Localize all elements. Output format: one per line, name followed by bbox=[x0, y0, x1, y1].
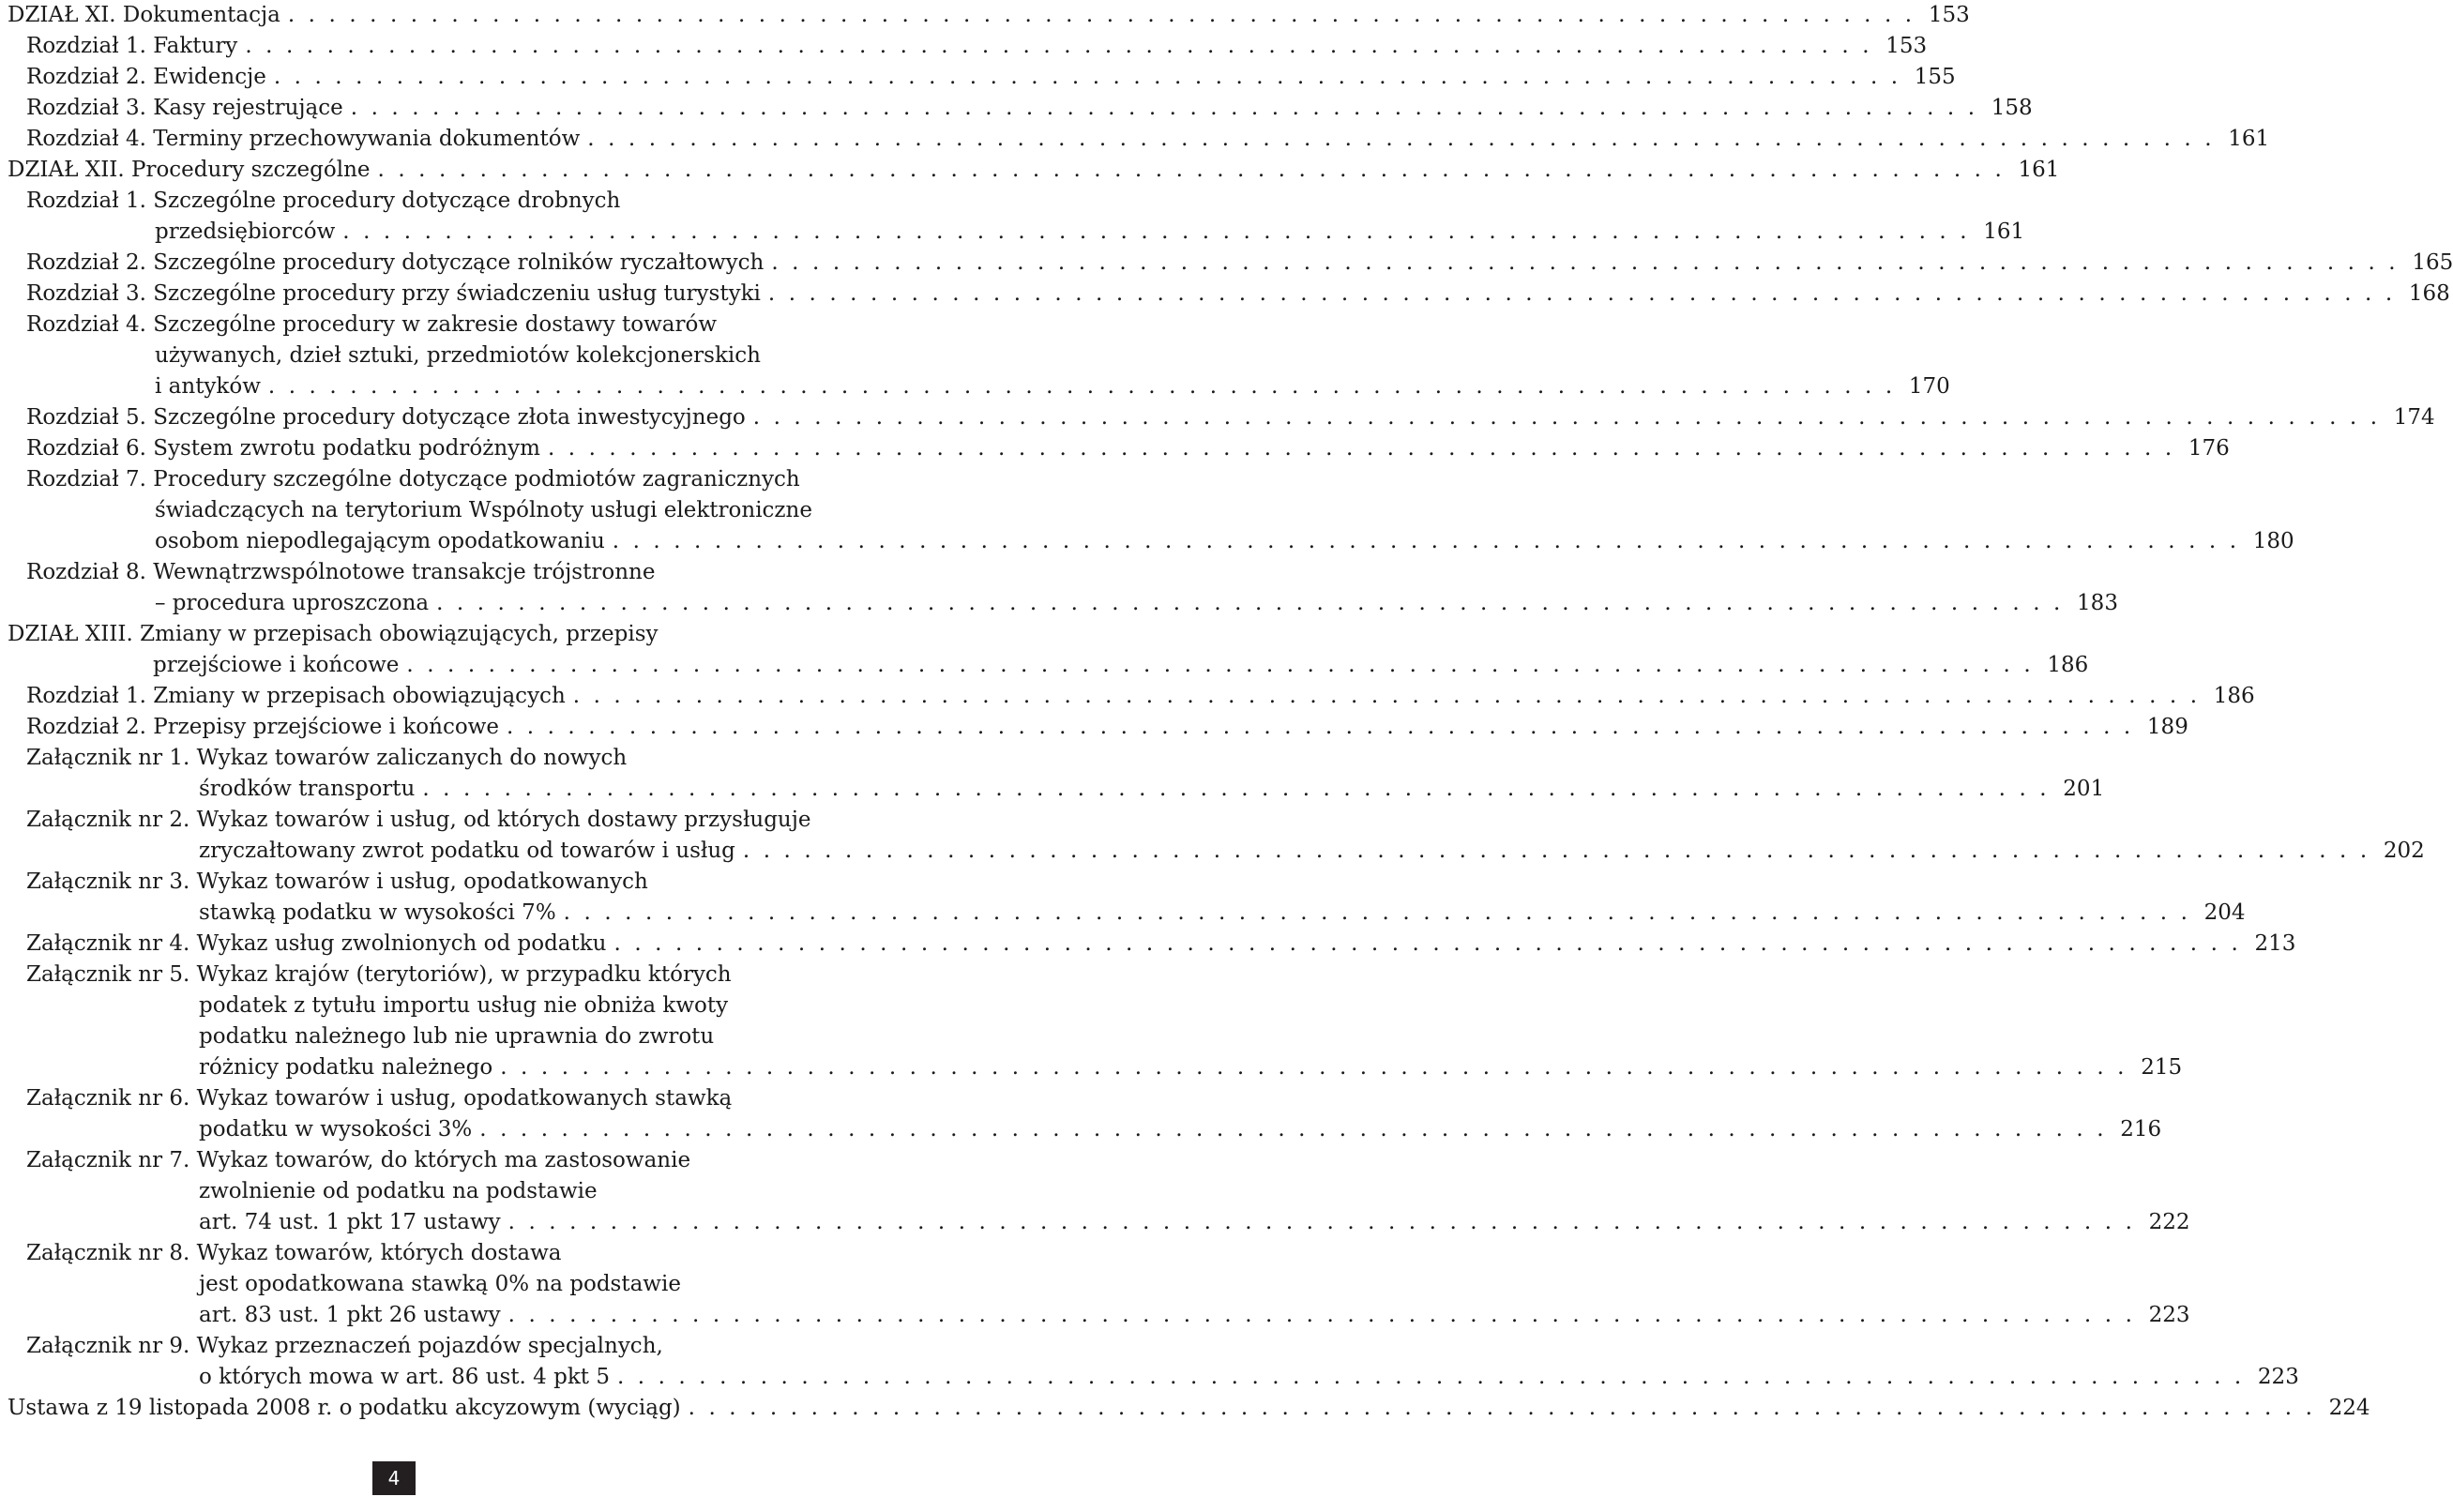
toc-entry-last-line bbox=[8, 1393, 2370, 1424]
toc-entry-title: Rozdział 6. System zwrotu podatku podróżnym bbox=[26, 436, 540, 461]
toc-entry bbox=[0, 1393, 2370, 1424]
toc-entry-page: 155 bbox=[1914, 65, 1956, 89]
toc-entry-title: Rozdział 7. Procedury szczególne dotyczące podmiotów zagranicznych bbox=[26, 467, 800, 491]
toc-entry bbox=[0, 557, 2118, 619]
toc-entry-title: Rozdział 8. Wewnątrzwspólnotowe transakcje trójstronne bbox=[26, 560, 656, 584]
toc-entry-title: Rozdział 2. Szczególne procedury dotyczące rolników ryczałtowych bbox=[26, 250, 765, 275]
toc-entry-title: Załącznik nr 2. Wykaz towarów i usług, od których dostawy przysługuje bbox=[26, 808, 811, 832]
toc-entry-title: zwolnienie od podatku na podstawie bbox=[199, 1179, 598, 1203]
toc-entry-page: 174 bbox=[2393, 405, 2435, 430]
toc-entry-title: art. 74 ust. 1 pkt 17 ustawy bbox=[199, 1210, 501, 1234]
toc-entry-page: 168 bbox=[2408, 281, 2450, 306]
dot-leader: . . . . . . . . . . . . . . . . . . . . . . . . . . . . . . . . . . . . . . . . . . . . . . . . . . . . . . . . . . . . . . . . . . . . . . . . . . . . . . . . bbox=[267, 374, 1896, 399]
toc-entry bbox=[0, 186, 2025, 248]
toc-entry-title: Załącznik nr 3. Wykaz towarów i usług, opodatkowanych bbox=[26, 869, 648, 894]
toc-entry-last-line bbox=[26, 1052, 2183, 1083]
toc-entry-last-line bbox=[8, 650, 2089, 681]
dot-leader: . . . . . . . . . . . . . . . . . . . . . . . . . . . . . . . . . . . . . . . . . . . . . . . . . . . . . . . . . . . . . . . . . . . . . . . . . . . . . . . . bbox=[500, 1055, 2128, 1080]
dot-leader: . . . . . . . . . . . . . . . . . . . . . . . . . . . . . . . . . . . . . . . . . . . . . . . . . . . . . . . . . . . . . . . . . . . . . . . . . . . . . . . . bbox=[406, 653, 2035, 677]
toc-entry-title: Rozdział 1. Faktury bbox=[26, 34, 238, 58]
dot-leader: . . . . . . . . . . . . . . . . . . . . . . . . . . . . . . . . . . . . . . . . . . . . . . . . . . . . . . . . . . . . . . . . . . . . . . . . . . . . . . . . bbox=[507, 1210, 2136, 1234]
toc-entry-title: Rozdział 5. Szczególne procedury dotyczące złota inwestycyjnego bbox=[26, 405, 746, 430]
toc-entry-last-line bbox=[26, 124, 2270, 155]
toc-entry-title: Rozdział 3. Kasy rejestrujące bbox=[26, 96, 343, 120]
dot-leader: . . . . . . . . . . . . . . . . . . . . . . . . . . . . . . . . . . . . . . . . . . . . . . . . . . . . . . . . . . . . . . . . . . . . . . . . . . . . . . . . bbox=[342, 219, 1971, 244]
toc-entry bbox=[0, 743, 2105, 805]
toc-entry-page: 213 bbox=[2254, 931, 2296, 956]
dot-leader: . . . . . . . . . . . . . . . . . . . . . . . . . . . . . . . . . . . . . . . . . . . . . . . . . . . . . . . . . . . . . . . . . . . . . . . . . . . . . . . . bbox=[507, 1303, 2136, 1327]
toc-entry-page: 223 bbox=[2257, 1365, 2299, 1389]
toc-entry-page: 180 bbox=[2252, 529, 2294, 553]
toc-entry bbox=[0, 960, 2183, 1083]
toc-entry-last-line bbox=[26, 217, 2025, 248]
dot-leader: . . . . . . . . . . . . . . . . . . . . . . . . . . . . . . . . . . . . . . . . . . . . . . . . . . . . . . . . . . . . . . . . . . . . . . . . . . . . . . . . bbox=[547, 436, 2175, 461]
toc-entry-title: DZIAŁ XI. Dokumentacja bbox=[8, 3, 280, 27]
toc-entry-last-line bbox=[26, 588, 2118, 619]
toc-entry-title: – procedura uproszczona bbox=[155, 591, 430, 615]
toc-entry-page: 153 bbox=[1928, 3, 1970, 27]
toc-entry-last-line bbox=[26, 371, 1950, 402]
toc-entry-last-line bbox=[26, 774, 2105, 805]
dot-leader: . . . . . . . . . . . . . . . . . . . . . . . . . . . . . . . . . . . . . . . . . . . . . . . . . . . . . . . . . . . . . . . . . . . . . . . . . . . . . . . . bbox=[506, 715, 2134, 739]
toc-entry-last-line bbox=[26, 248, 2453, 279]
dot-leader: . . . . . . . . . . . . . . . . . . . . . . . . . . . . . . . . . . . . . . . . . . . . . . . . . . . . . . . . . . . . . . . . . . . . . . . . . . . . . . . . bbox=[572, 684, 2201, 708]
toc-entry bbox=[0, 681, 2255, 712]
toc-entry-title: przejściowe i końcowe bbox=[153, 653, 400, 677]
toc-entry bbox=[0, 1331, 2299, 1393]
toc-entry-title: o których mowa w art. 86 ust. 4 pkt 5 bbox=[199, 1365, 610, 1389]
toc-entry-last-line bbox=[26, 898, 2246, 929]
toc-entry-title: Rozdział 2. Ewidencje bbox=[26, 65, 266, 89]
toc-entry-title: Załącznik nr 9. Wykaz przeznaczeń pojazdów specjalnych, bbox=[26, 1334, 663, 1358]
toc-entry-page: 223 bbox=[2148, 1303, 2190, 1327]
toc-entry-title: Załącznik nr 7. Wykaz towarów, do których ma zastosowanie bbox=[26, 1148, 691, 1172]
toc-entry-page: 224 bbox=[2328, 1396, 2370, 1420]
toc-entry-last-line bbox=[26, 1300, 2190, 1331]
toc-entry-last-line bbox=[26, 1114, 2162, 1145]
toc-entry-last-line bbox=[26, 929, 2296, 960]
dot-leader: . . . . . . . . . . . . . . . . . . . . . . . . . . . . . . . . . . . . . . . . . . . . . . . . . . . . . . . . . . . . . . . . . . . . . . . . . . . . . . . . bbox=[287, 3, 1915, 27]
toc-entry bbox=[0, 805, 2425, 867]
toc-entry-last-line bbox=[26, 836, 2425, 867]
toc-entry-page: 222 bbox=[2148, 1210, 2190, 1234]
toc-entry-title: przedsiębiorców bbox=[155, 219, 336, 244]
toc-entry-title: osobom niepodlegającym opodatkowaniu bbox=[155, 529, 605, 553]
toc-entry-title: podatku w wysokości 3% bbox=[199, 1117, 473, 1142]
toc-entry-last-line bbox=[26, 402, 2435, 433]
toc-entry bbox=[0, 155, 2060, 186]
toc-entry-title: różnicy podatku należnego bbox=[199, 1055, 493, 1080]
toc-entry bbox=[0, 310, 1950, 402]
toc-entry bbox=[0, 93, 2033, 124]
toc-entry-title: Rozdział 1. Szczególne procedury dotyczące drobnych bbox=[26, 189, 621, 213]
toc-entry-last-line bbox=[26, 93, 2033, 124]
page-number: 4 bbox=[372, 1461, 416, 1495]
toc-entry-last-line bbox=[8, 0, 1970, 31]
toc-entry-page: 204 bbox=[2203, 900, 2246, 925]
toc-entry-page: 216 bbox=[2120, 1117, 2162, 1142]
toc-entry-title: Załącznik nr 6. Wykaz towarów i usług, opodatkowanych stawką bbox=[26, 1086, 733, 1111]
dot-leader: . . . . . . . . . . . . . . . . . . . . . . . . . . . . . . . . . . . . . . . . . . . . . . . . . . . . . . . . . . . . . . . . . . . . . . . . . . . . . . . . bbox=[688, 1396, 2316, 1420]
toc-entry-page: 186 bbox=[2047, 653, 2089, 677]
toc-entry-last-line bbox=[26, 279, 2450, 310]
toc-entry bbox=[0, 0, 1970, 31]
dot-leader: . . . . . . . . . . . . . . . . . . . . . . . . . . . . . . . . . . . . . . . . . . . . . . . . . . . . . . . . . . . . . . . . . . . . . . . . . . . . . . . . bbox=[273, 65, 1901, 89]
toc-entry-page: 215 bbox=[2141, 1055, 2183, 1080]
toc-entry-page: 189 bbox=[2146, 715, 2188, 739]
toc-entry-last-line bbox=[26, 712, 2188, 743]
toc-entry-title: stawką podatku w wysokości 7% bbox=[199, 900, 556, 925]
toc-entry-title: środków transportu bbox=[199, 777, 416, 801]
toc-entry-title: Załącznik nr 8. Wykaz towarów, których dostawa bbox=[26, 1241, 562, 1265]
dot-leader: . . . . . . . . . . . . . . . . . . . . . . . . . . . . . . . . . . . . . . . . . . . . . . . . . . . . . . . . . . . . . . . . . . . . . . . . . . . . . . . . bbox=[616, 1365, 2245, 1389]
dot-leader: . . . . . . . . . . . . . . . . . . . . . . . . . . . . . . . . . . . . . . . . . . . . . . . . . . . . . . . . . . . . . . . . . . . . . . . . . . . . . . . . bbox=[563, 900, 2191, 925]
dot-leader: . . . . . . . . . . . . . . . . . . . . . . . . . . . . . . . . . . . . . . . . . . . . . . . . . . . . . . . . . . . . . . . . . . . . . . . . . . . . . . . . bbox=[767, 281, 2396, 306]
toc-entry-page: 161 bbox=[2018, 158, 2060, 182]
toc-entry-page: 201 bbox=[2063, 777, 2105, 801]
toc-entry-last-line bbox=[8, 155, 2060, 186]
dot-leader: . . . . . . . . . . . . . . . . . . . . . . . . . . . . . . . . . . . . . . . . . . . . . . . . . . . . . . . . . . . . . . . . . . . . . . . . . . . . . . . . bbox=[587, 127, 2216, 151]
toc-entry bbox=[0, 433, 2230, 464]
toc-entry-page: 161 bbox=[1983, 219, 2025, 244]
toc-entry-title: Rozdział 4. Terminy przechowywania dokumentów bbox=[26, 127, 581, 151]
dot-leader: . . . . . . . . . . . . . . . . . . . . . . . . . . . . . . . . . . . . . . . . . . . . . . . . . . . . . . . . . . . . . . . . . . . . . . . . . . . . . . . . bbox=[377, 158, 2006, 182]
toc-entry bbox=[0, 31, 1928, 62]
toc-entry bbox=[0, 619, 2089, 681]
toc-entry-title: świadczących na terytorium Wspólnoty usługi elektroniczne bbox=[155, 498, 812, 522]
toc-entry-title: i antyków bbox=[155, 374, 261, 399]
toc-entry bbox=[0, 62, 1956, 93]
toc-entry bbox=[0, 279, 2450, 310]
toc-entry-title: Rozdział 2. Przepisy przejściowe i końcowe bbox=[26, 715, 499, 739]
toc-entry bbox=[0, 1145, 2190, 1238]
toc-entry-title: Załącznik nr 5. Wykaz krajów (terytoriów), w przypadku których bbox=[26, 962, 732, 987]
toc-entry-title: art. 83 ust. 1 pkt 26 ustawy bbox=[199, 1303, 501, 1327]
toc-entry-last-line bbox=[26, 681, 2255, 712]
toc-entry-last-line bbox=[26, 433, 2230, 464]
toc-entry-last-line bbox=[26, 526, 2294, 557]
toc-entry bbox=[0, 1238, 2190, 1331]
toc-entry-title: Ustawa z 19 listopada 2008 r. o podatku akcyzowym (wyciąg) bbox=[8, 1396, 681, 1420]
toc-entry-page: 202 bbox=[2383, 839, 2425, 863]
toc-entry bbox=[0, 464, 2294, 557]
toc-entry bbox=[0, 712, 2188, 743]
toc-entry-title: podatku należnego lub nie uprawnia do zwrotu bbox=[199, 1024, 715, 1049]
toc-entry bbox=[0, 124, 2270, 155]
toc-entry-page: 161 bbox=[2228, 127, 2270, 151]
dot-leader: . . . . . . . . . . . . . . . . . . . . . . . . . . . . . . . . . . . . . . . . . . . . . . . . . . . . . . . . . . . . . . . . . . . . . . . . . . . . . . . . bbox=[752, 405, 2381, 430]
toc-entry-title: używanych, dzieł sztuki, przedmiotów kolekcjonerskich bbox=[155, 343, 761, 368]
dot-leader: . . . . . . . . . . . . . . . . . . . . . . . . . . . . . . . . . . . . . . . . . . . . . . . . . . . . . . . . . . . . . . . . . . . . . . . . . . . . . . . . bbox=[245, 34, 1873, 58]
toc-entry-title: Załącznik nr 4. Wykaz usług zwolnionych od podatku bbox=[26, 931, 607, 956]
toc-entry-title: Rozdział 4. Szczególne procedury w zakresie dostawy towarów bbox=[26, 312, 718, 337]
toc-entry-title: DZIAŁ XII. Procedury szczególne bbox=[8, 158, 371, 182]
toc-entry-title: DZIAŁ XIII. Zmiany w przepisach obowiązujących, przepisy bbox=[8, 622, 659, 646]
toc-entry bbox=[0, 248, 2453, 279]
toc-entry bbox=[0, 929, 2296, 960]
dot-leader: . . . . . . . . . . . . . . . . . . . . . . . . . . . . . . . . . . . . . . . . . . . . . . . . . . . . . . . . . . . . . . . . . . . . . . . . . . . . . . . . bbox=[479, 1117, 2108, 1142]
toc-entry-title: podatek z tytułu importu usług nie obniża kwoty bbox=[199, 993, 729, 1018]
toc-entry bbox=[0, 402, 2435, 433]
toc-entry-page: 158 bbox=[1991, 96, 2033, 120]
dot-leader: . . . . . . . . . . . . . . . . . . . . . . . . . . . . . . . . . . . . . . . . . . . . . . . . . . . . . . . . . . . . . . . . . . . . . . . . . . . . . . . . bbox=[613, 931, 2242, 956]
dot-leader: . . . . . . . . . . . . . . . . . . . . . . . . . . . . . . . . . . . . . . . . . . . . . . . . . . . . . . . . . . . . . . . . . . . . . . . . . . . . . . . . bbox=[350, 96, 1978, 120]
toc-entry bbox=[0, 1083, 2162, 1145]
toc-entry-page: 176 bbox=[2188, 436, 2230, 461]
toc-entry-title: Rozdział 3. Szczególne procedury przy świadczeniu usług turystyki bbox=[26, 281, 761, 306]
toc-entry-last-line bbox=[26, 62, 1956, 93]
toc-entry-page: 153 bbox=[1885, 34, 1928, 58]
dot-leader: . . . . . . . . . . . . . . . . . . . . . . . . . . . . . . . . . . . . . . . . . . . . . . . . . . . . . . . . . . . . . . . . . . . . . . . . . . . . . . . . bbox=[422, 777, 2051, 801]
dot-leader: . . . . . . . . . . . . . . . . . . . . . . . . . . . . . . . . . . . . . . . . . . . . . . . . . . . . . . . . . . . . . . . . . . . . . . . . . . . . . . . . bbox=[612, 529, 2240, 553]
toc-entry bbox=[0, 867, 2246, 929]
toc-entry-title: zryczałtowany zwrot podatku od towarów i usług bbox=[199, 839, 735, 863]
toc-entry-title: Rozdział 1. Zmiany w przepisach obowiązujących bbox=[26, 684, 566, 708]
toc-entry-page: 183 bbox=[2077, 591, 2118, 615]
toc-entry-page: 170 bbox=[1908, 374, 1950, 399]
toc-entry-last-line bbox=[26, 31, 1928, 62]
dot-leader: . . . . . . . . . . . . . . . . . . . . . . . . . . . . . . . . . . . . . . . . . . . . . . . . . . . . . . . . . . . . . . . . . . . . . . . . . . . . . . . . bbox=[436, 591, 2064, 615]
toc-entry-last-line bbox=[26, 1207, 2190, 1238]
toc-entry-page: 186 bbox=[2213, 684, 2255, 708]
dot-leader: . . . . . . . . . . . . . . . . . . . . . . . . . . . . . . . . . . . . . . . . . . . . . . . . . . . . . . . . . . . . . . . . . . . . . . . . . . . . . . . . bbox=[742, 839, 2370, 863]
dot-leader: . . . . . . . . . . . . . . . . . . . . . . . . . . . . . . . . . . . . . . . . . . . . . . . . . . . . . . . . . . . . . . . . . . . . . . . . . . . . . . . . bbox=[771, 250, 2400, 275]
toc-entry-title: jest opodatkowana stawką 0% na podstawie bbox=[199, 1272, 681, 1296]
toc-entry-last-line bbox=[26, 1362, 2299, 1393]
toc-entry-title: Załącznik nr 1. Wykaz towarów zaliczanych do nowych bbox=[26, 746, 628, 770]
toc-entry-page: 165 bbox=[2412, 250, 2453, 275]
